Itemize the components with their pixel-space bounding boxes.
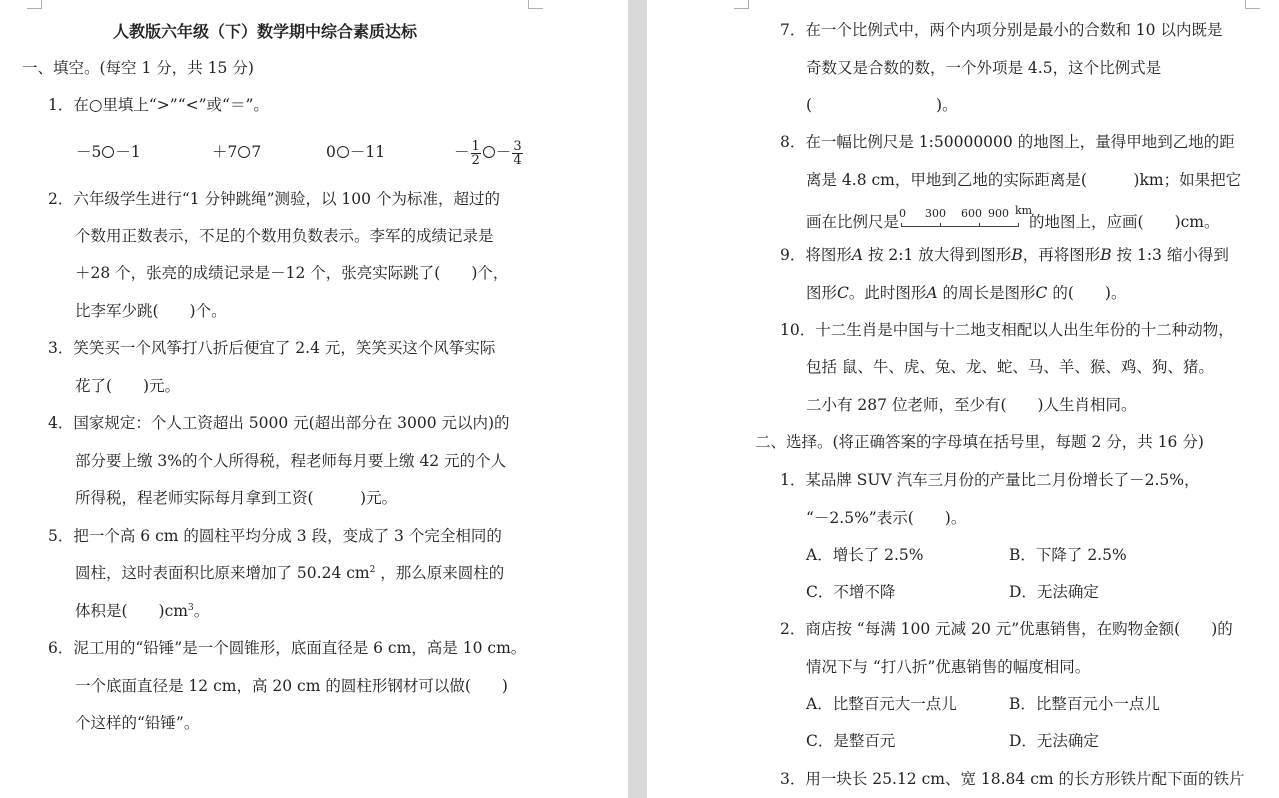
choice-2-option-a[interactable]: A．比整百元大一点儿 <box>806 695 957 713</box>
page-gap <box>628 0 647 798</box>
compare-circle[interactable] <box>337 146 349 158</box>
question-4-line-3: 所得税，程老师实际每月拿到工资( )元。 <box>75 489 398 507</box>
choice-1-option-a[interactable]: A．增长了 2.5% <box>806 546 924 564</box>
section-heading-fill: 一、填空。(每空 1 分，共 15 分) <box>22 59 254 77</box>
choice-2-line-2: 情况下与 “打八折”优惠销售的幅度相同。 <box>806 658 1091 676</box>
question-10-line-2: 包括 鼠、牛、虎、兔、龙、蛇、马、羊、猴、鸡、狗、猪。 <box>806 358 1214 376</box>
scale-bar: 0 300 600 900 km <box>899 210 1029 232</box>
question-4-line-2: 部分要上缴 3%的个人所得税，程老师每月要上缴 42 元的个人 <box>75 452 507 470</box>
compare-circle[interactable] <box>102 146 114 158</box>
question-3-line-1: 3．笑笑买一个风筝打八折后便宜了 2.4 元，笑笑买这个风筝实际 <box>48 339 496 357</box>
question-6-line-2: 一个底面直径是 12 cm，高 20 cm 的圆柱形钢材可以做( ) <box>75 677 508 695</box>
choice-2-option-c[interactable]: C．是整百元 <box>806 732 896 750</box>
page-corner-mark <box>528 0 543 9</box>
question-2-line-1: 2．六年级学生进行“1 分钟跳绳”测验，以 100 个为标准，超过的 <box>48 190 500 208</box>
compare-item-4: － $\frac{1}{2}$ － $\frac{3}{4}$ <box>454 138 522 168</box>
choice-2-option-d[interactable]: D．无法确定 <box>1009 732 1099 750</box>
question-1-text: 1．在○里填上“>”“<”或“＝”。 <box>48 96 269 114</box>
question-10-line-1: 10．十二生肖是中国与十二地支相配以人出生年份的十二种动物， <box>780 321 1234 339</box>
page-title: 人教版六年级（下）数学期中综合素质达标 <box>113 22 418 41</box>
question-4-line-1: 4．国家规定：个人工资超出 5000 元(超出部分在 3000 元以内)的 <box>48 414 510 432</box>
question-8-line-2: 离是 4.8 cm，甲地到乙地的实际距离是( )km；如果把它 <box>806 171 1242 189</box>
question-7-line-3: ( )。 <box>806 96 958 114</box>
question-8-line-3: 画在比例尺是 0 300 600 900 km 的地图上，应画( )cm。 <box>806 204 1220 231</box>
question-5-line-2: 圆柱，这时表面积比原来增加了 50.24 $cm^2$ ，那么原来圆柱的 <box>75 564 505 582</box>
fraction: $\frac{3}{4}$ <box>513 138 522 168</box>
question-6-line-1: 6．泥工用的“铅锤”是一个圆锥形，底面直径是 6 cm，高是 10 cm。 <box>48 639 527 657</box>
question-10-line-3: 二小有 287 位老师，至少有( )人生肖相同。 <box>806 396 1137 414</box>
section-heading-choice: 二、选择。(将正确答案的字母填在括号里，每题 2 分，共 16 分) <box>755 433 1204 451</box>
question-7-line-2: 奇数又是合数的数，一个外项是 4.5，这个比例式是 <box>806 59 1162 77</box>
choice-1-line-1: 1．某品牌 SUV 汽车三月份的产量比二月份增长了－2.5%， <box>780 471 1200 489</box>
choice-1-option-c[interactable]: C．不增不降 <box>806 583 896 601</box>
choice-3-line-1: 3．用一块长 25.12 cm、宽 18.84 cm 的长方形铁片配下面的铁片 <box>780 770 1245 788</box>
page-right <box>647 0 1279 798</box>
question-5-line-3: 体积是( )$cm^3$。 <box>75 602 210 620</box>
choice-1-option-d[interactable]: D．无法确定 <box>1009 583 1099 601</box>
question-3-line-2: 花了( )元。 <box>75 377 181 395</box>
question-9-line-2: 图形C。此时图形A 的周长是图形C 的( )。 <box>806 284 1127 302</box>
choice-1-option-b[interactable]: B．下降了 2.5% <box>1009 546 1127 564</box>
compare-circle[interactable] <box>238 146 250 158</box>
choice-2-option-b[interactable]: B．比整百元小一点儿 <box>1009 695 1160 713</box>
question-7-line-1: 7．在一个比例式中，两个内项分别是最小的合数和 10 以内既是 <box>780 21 1223 39</box>
question-2-line-3: ＋28 个，张亮的成绩记录是－12 个，张亮实际跳了( )个， <box>75 264 509 282</box>
question-2-line-4: 比李军少跳( )个。 <box>75 302 227 320</box>
question-5-line-1: 5．把一个高 6 cm 的圆柱平均分成 3 段，变成了 3 个完全相同的 <box>48 527 502 545</box>
compare-item-2: ＋7 7 <box>212 143 262 161</box>
compare-item-3: 0 －11 <box>326 143 386 161</box>
compare-circle[interactable] <box>483 146 495 158</box>
question-9-line-1: 9．将图形A 按 2:1 放大得到图形B，再将图形B 按 1:3 缩小得到 <box>780 246 1229 264</box>
question-8-line-1: 8．在一幅比例尺是 1:50000000 的地图上，量得甲地到乙地的距 <box>780 133 1235 151</box>
choice-1-line-2: “－2.5%”表示( )。 <box>806 509 967 527</box>
page-corner-mark <box>27 0 42 9</box>
compare-item-1: －5 －1 <box>76 143 141 161</box>
question-6-line-3: 个这样的“铅锤”。 <box>75 714 200 732</box>
page-corner-mark <box>1245 0 1260 9</box>
page-corner-mark <box>734 0 749 9</box>
page-left <box>0 0 628 798</box>
choice-2-line-1: 2．商店按 “每满 100 元减 20 元”优惠销售，在购物金额( )的 <box>780 620 1233 638</box>
question-2-line-2: 个数用正数表示，不足的个数用负数表示。李军的成绩记录是 <box>75 227 494 245</box>
fraction: $\frac{1}{2}$ <box>471 138 480 168</box>
